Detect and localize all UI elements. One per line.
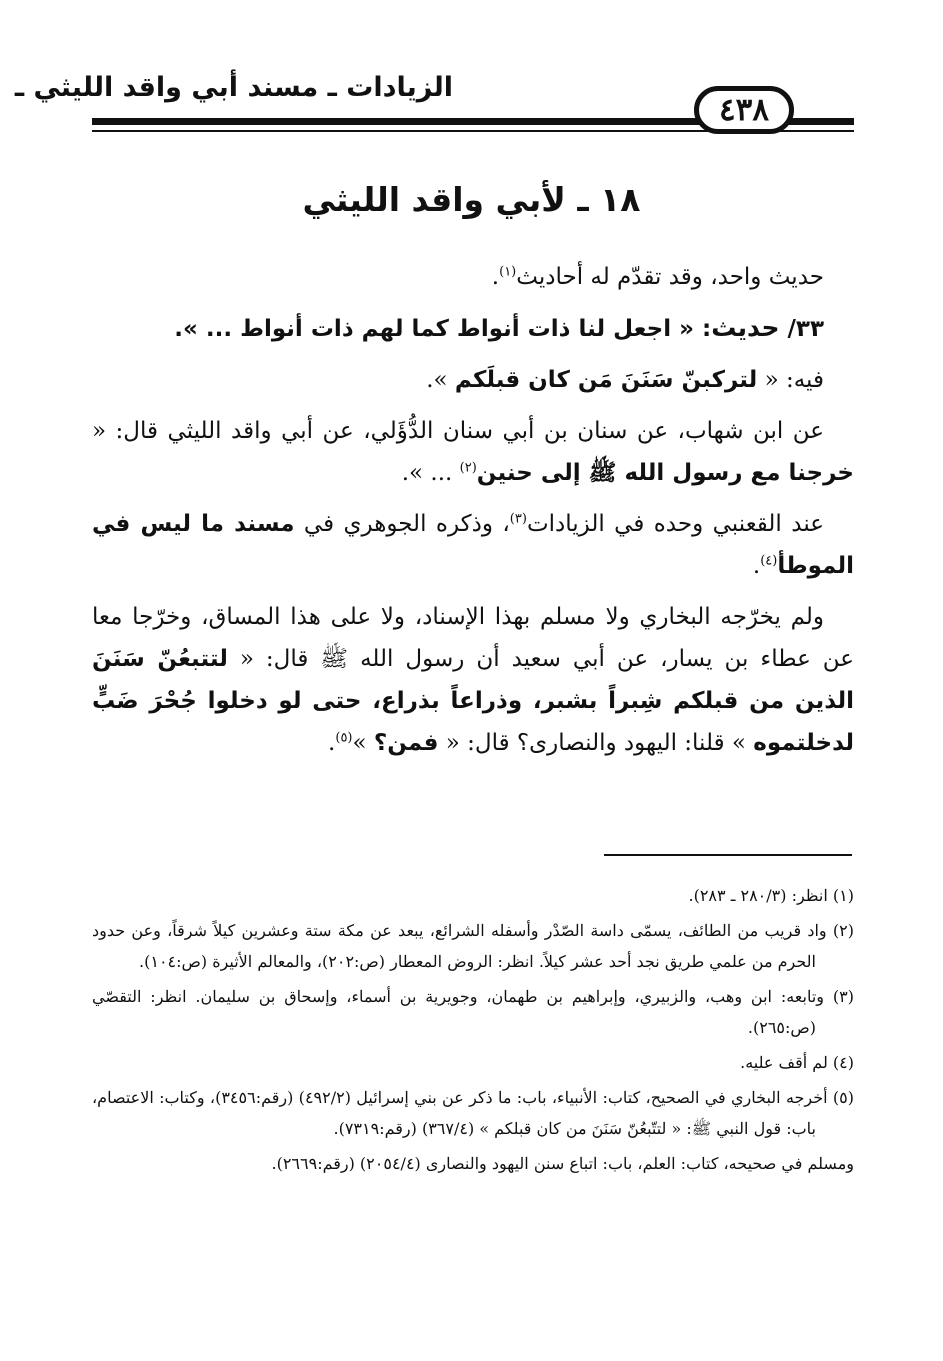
footnote-number: (٥)	[832, 1088, 855, 1107]
footnote-number: (٤)	[832, 1053, 854, 1072]
takhrij-answer: فمن؟	[373, 730, 439, 756]
hadith-keyword: حديث	[711, 313, 780, 342]
footnote-2	[92, 915, 854, 977]
isnad-text: عن ابن شهاب، عن سنان بن أبي سنان الدُّؤَلي، عن أبي واقد الليثي قال: «	[92, 418, 824, 444]
footnote-text: واد قريب من الطائف، يسمّى داسة الصّدْر وأسفله الشرائع، يبعد عن مكة ستة وعشرين كيلاً شرقاً، وعن حدود الحرم من علمي طريق نجد أحد عشر كيلاً. انظر: الروض المعطار (ص:٢٠٢)، والمعالم الأثيرة (ص:١٠٤).	[92, 921, 827, 971]
footnote-3	[92, 981, 854, 1043]
footnote-text: ومسلم في صحيحه، كتاب: العلم، باب: اتباع سنن اليهود والنصارى (٢٠٥٤/٤) (رقم:٢٦٦٩).	[271, 1154, 854, 1173]
footnote-separator	[604, 854, 852, 856]
chapter-title: ١٨ ـ لأبي واقد الليثي	[302, 180, 641, 219]
isnad-hadith: خرجنا مع رسول الله ﷺ إلى حنين	[476, 460, 854, 486]
main-text	[92, 256, 854, 773]
footnote-ref-2: (٢)	[459, 460, 477, 476]
footnote-4	[92, 1047, 854, 1078]
fihi-end: ».	[426, 367, 455, 393]
page-number-badge	[694, 86, 794, 134]
footnote-1	[92, 880, 854, 911]
footnote-number: (٢)	[832, 921, 854, 940]
source-paragraph	[92, 503, 854, 587]
source-book-title: مسند ما ليس في الموطأ	[92, 511, 854, 579]
takhrij-end: .	[328, 730, 336, 756]
isnad-end: ... ».	[401, 460, 460, 486]
isnad-paragraph	[92, 410, 854, 494]
fihi-hadith: لتركبنّ سَنَنَ مَن كان قبلَكم	[454, 367, 758, 393]
page-number: ٤٣٨	[719, 92, 769, 128]
footnote-ref-3: (٣)	[509, 511, 527, 527]
footnote-text: لم أقف عليه.	[740, 1053, 828, 1072]
footnote-number: (١)	[832, 886, 854, 905]
footnote-number: (٣)	[832, 987, 854, 1006]
source-end: .	[752, 553, 761, 579]
takhrij-text: ولم يخرّجه البخاري ولا مسلم بهذا الإسناد، ولا على هذا المساق، وخرّجا معا عن عطاء بن يسار، عن أبي سعيد أن رسول الله ﷺ قال: «	[92, 604, 854, 672]
takhrij-paragraph	[92, 596, 854, 764]
footnote-5-continued	[92, 1148, 854, 1179]
footnote-text: أخرجه البخاري في الصحيح، كتاب: الأنبياء، باب: ما ذكر عن بني إسرائيل (٤٩٢/٢) (رقم:٣٤٥٦)، وكتاب: الاعتصام، باب: قول النبي ﷺ: « لتتّبعُنّ سَنَنَ من كان قبلكم » (٣٦٧/٤) (رقم:٧٣١٩).	[92, 1088, 828, 1138]
hadith-text: « اجعل لنا ذات أنواط كما لهم ذات أنواط ... ».	[174, 316, 694, 342]
footnotes	[92, 880, 854, 1183]
fihi-paragraph	[92, 359, 854, 401]
takhrij-text-2: » قلنا: اليهود والنصارى؟ قال: «	[438, 730, 754, 756]
footnote-ref-1: (١)	[499, 264, 517, 280]
hadith-colon: :	[693, 316, 712, 342]
hadith-heading	[92, 307, 854, 350]
source-text: عند القعنبي وحده في الزيادات	[526, 511, 824, 537]
takhrij-close: »	[352, 730, 374, 756]
intro-end: .	[491, 264, 500, 290]
footnote-text: انظر: (٢٨٠/٣ ـ ٢٨٣).	[688, 886, 828, 905]
intro-text: حديث واحد، وقد تقدّم له أحاديث	[516, 264, 824, 290]
footnote-5	[92, 1082, 854, 1144]
source-text-2: ، وذكره الجوهري في	[294, 511, 510, 537]
fihi-label: فيه: «	[757, 367, 824, 393]
footnote-ref-5: (٥)	[335, 730, 353, 746]
hadith-number: ٣٣/	[779, 316, 824, 342]
footnote-ref-4: (٤)	[760, 553, 778, 569]
intro-paragraph	[92, 256, 854, 298]
footnote-text: وتابعه: ابن وهب، والزبيري، وإبراهيم بن طهمان، وجويرية بن أسماء، وإسحاق بن سليمان. انظر: التقصّي (ص:٢٦٥).	[92, 987, 825, 1037]
takhrij-hadith: لتتبعُنّ سَنَنَ الذين من قبلكم شِبراً بشبر، وذراعاً بذراع، حتى لو دخلوا جُحْرَ ضَبٍّ لدخلتموه	[92, 646, 854, 756]
running-title: الزيادات ـ مسند أبي واقد الليثي ـ	[14, 72, 453, 103]
